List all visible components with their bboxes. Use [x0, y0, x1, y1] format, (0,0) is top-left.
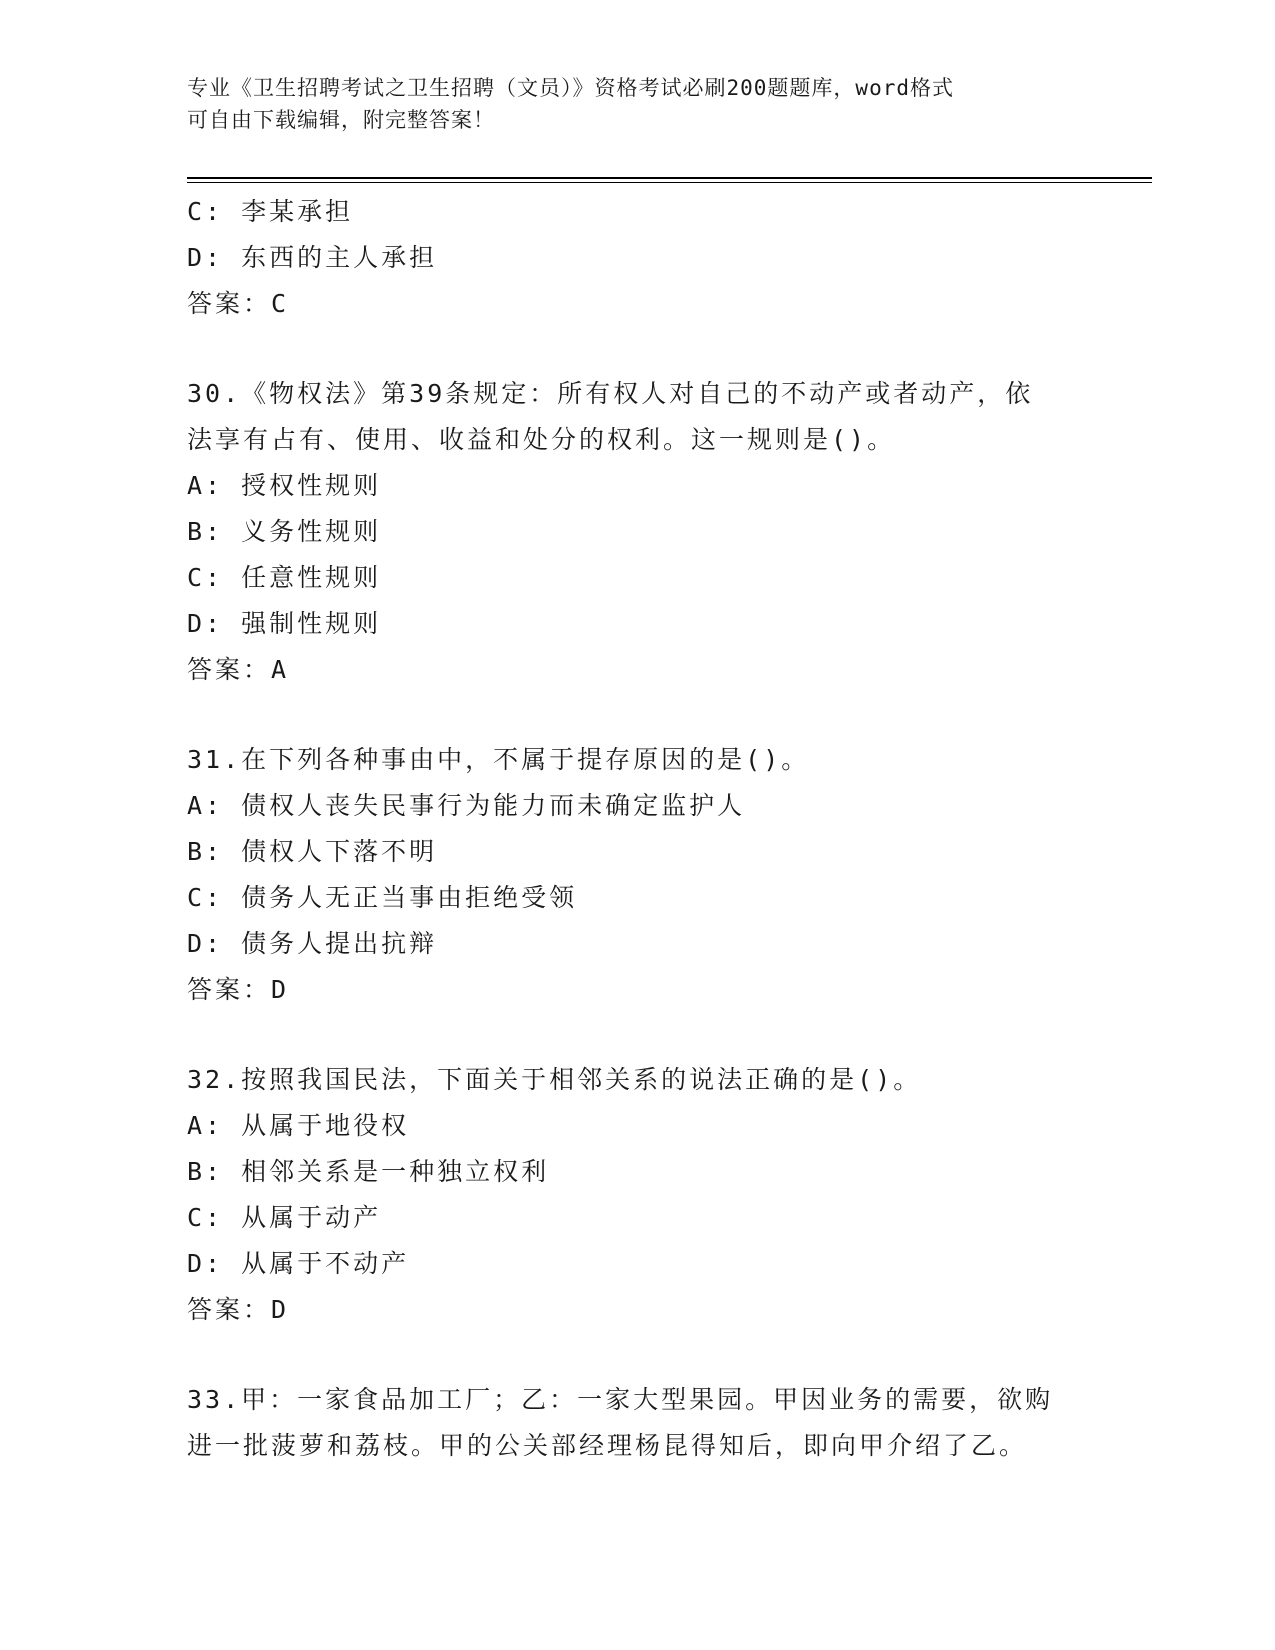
answer-line: 答案：D — [187, 1295, 290, 1324]
option-a: A: 授权性规则 — [187, 471, 382, 500]
question-stem: 30.《物权法》第39条规定：所有权人对自己的不动产或者动产，依 — [187, 379, 1034, 408]
header-rule-thick — [187, 177, 1152, 179]
option-d: D: 强制性规则 — [187, 609, 382, 638]
question-stem: 法享有占有、使用、收益和处分的权利。这一规则是()。 — [187, 425, 896, 454]
spacer — [187, 693, 1087, 737]
option-d: D: 东西的主人承担 — [187, 243, 438, 272]
header-rule-thin — [187, 182, 1152, 183]
question-block-33 — [187, 1377, 1087, 1469]
answer-line: 答案：A — [187, 655, 290, 684]
question-block-32 — [187, 1057, 1087, 1333]
option-d: D: 从属于不动产 — [187, 1249, 410, 1278]
question-stem: 31.在下列各种事由中，不属于提存原因的是()。 — [187, 745, 810, 774]
option-c: C: 债务人无正当事由拒绝受领 — [187, 883, 578, 912]
question-stem: 32.按照我国民法，下面关于相邻关系的说法正确的是()。 — [187, 1065, 922, 1094]
question-block-31 — [187, 737, 1087, 1013]
question-block-prev — [187, 189, 1087, 327]
header-line-2: 可自由下载编辑，附完整答案！ — [187, 108, 495, 132]
question-stem: 33.甲：一家食品加工厂；乙：一家大型果园。甲因业务的需要，欲购 — [187, 1385, 1054, 1414]
option-c: C: 从属于动产 — [187, 1203, 382, 1232]
option-b: B: 义务性规则 — [187, 517, 382, 546]
question-block-30 — [187, 371, 1087, 693]
question-list — [187, 189, 1087, 1469]
option-d: D: 债务人提出抗辩 — [187, 929, 438, 958]
option-b: B: 相邻关系是一种独立权利 — [187, 1157, 550, 1186]
option-b: B: 债权人下落不明 — [187, 837, 438, 866]
spacer — [187, 1013, 1087, 1057]
spacer — [187, 1333, 1087, 1377]
option-c: C: 李某承担 — [187, 197, 354, 226]
document-header — [187, 72, 1087, 136]
answer-line: 答案：C — [187, 289, 290, 318]
option-a: A: 从属于地役权 — [187, 1111, 410, 1140]
option-a: A: 债权人丧失民事行为能力而未确定监护人 — [187, 791, 746, 820]
header-line-1: 专业《卫生招聘考试之卫生招聘（文员）》资格考试必刷200题题库，word格式 — [187, 76, 954, 100]
option-c: C: 任意性规则 — [187, 563, 382, 592]
question-stem: 进一批菠萝和荔枝。甲的公关部经理杨昆得知后，即向甲介绍了乙。 — [187, 1431, 1028, 1460]
answer-line: 答案：D — [187, 975, 290, 1004]
spacer — [187, 327, 1087, 371]
